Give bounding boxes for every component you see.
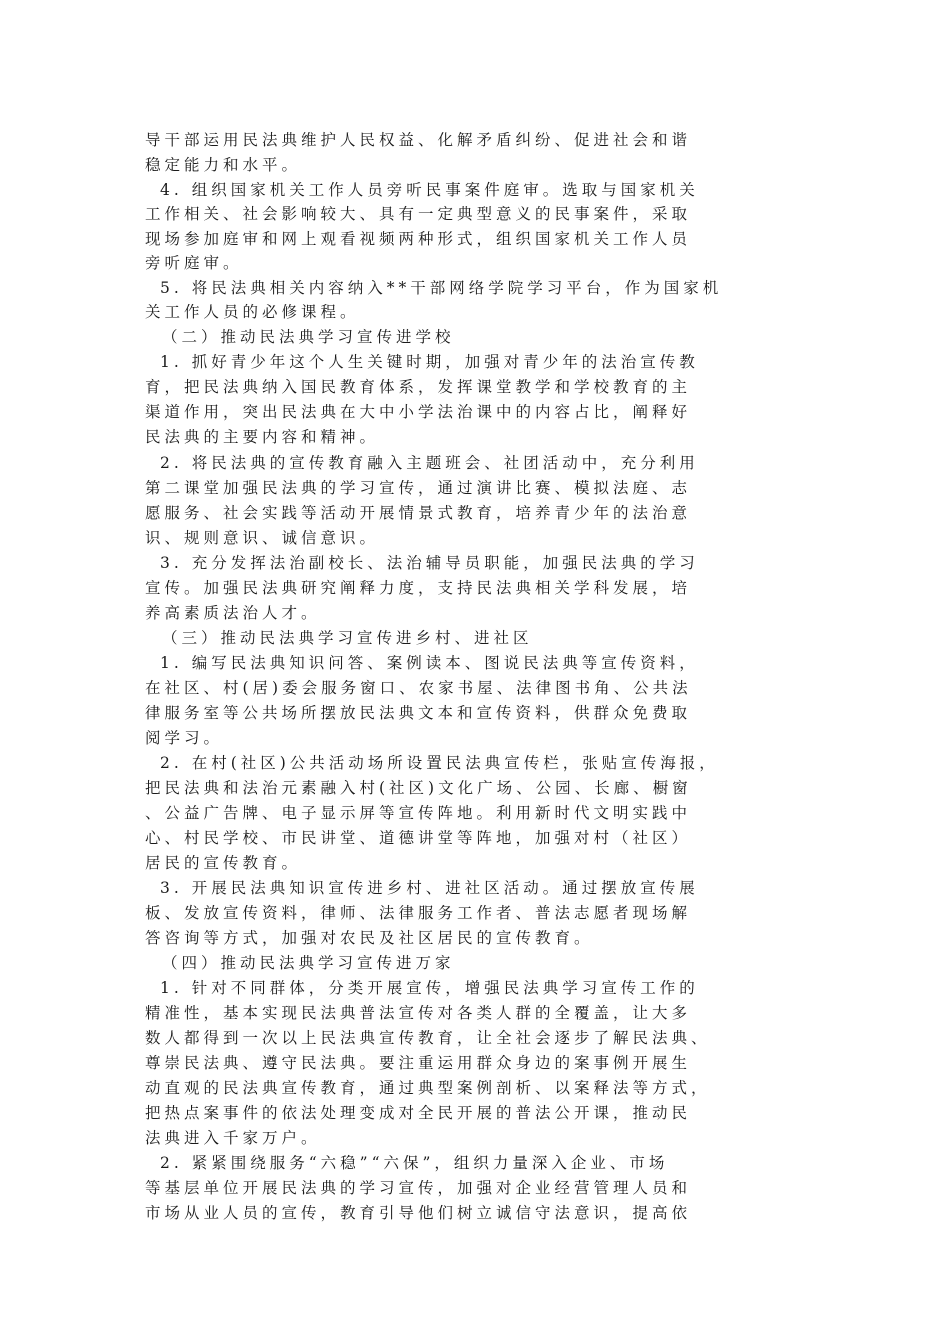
text-line: 1. 抓好青少年这个人生关键时期，加强对青少年的法治宣传教: [160, 353, 699, 371]
text-line: 导干部运用民法典维护人民权益、化解矛盾纠纷、促进社会和谐: [145, 131, 692, 149]
section-heading: （四）推动民法典学习宣传进万家: [162, 954, 455, 972]
text-line: 等基层单位开展民法典的学习宣传，加强对企业经营管理人员和: [145, 1179, 692, 1197]
text-line: 旁听庭审。: [145, 254, 243, 272]
text-line: 2. 紧紧围绕服务“六稳”“六保”，组织力量深入企业、市场: [160, 1154, 669, 1172]
text-line: 数人都得到一次以上民法典宣传教育，让全社会逐步了解民法典、: [145, 1029, 711, 1047]
text-line: 2. 将民法典的宣传教育融入主题班会、社团活动中，充分利用: [160, 454, 699, 472]
text-line: 育，把民法典纳入国民教育体系，发挥课堂教学和学校教育的主: [145, 378, 692, 396]
text-line: 板、发放宣传资料，律师、法律服务工作者、普法志愿者现场解: [145, 904, 692, 922]
text-line: 第二课堂加强民法典的学习宣传，通过演讲比赛、模拟法庭、志: [145, 479, 692, 497]
text-line: 5. 将民法典相关内容纳入**干部网络学院学习平台，作为国家机: [160, 279, 723, 297]
text-line: 养高素质法治人才。: [145, 604, 321, 622]
section-heading: （二）推动民法典学习宣传进学校: [162, 328, 455, 346]
text-line: 居民的宣传教育。: [145, 854, 302, 872]
text-line: 2. 在村(社区)公共活动场所设置民法典宣传栏，张贴宣传海报，: [160, 754, 719, 772]
text-line: 1. 针对不同群体，分类开展宣传，增强民法典学习宣传工作的: [160, 979, 699, 997]
text-line: 尊崇民法典、遵守民法典。要注重运用群众身边的案事例开展生: [145, 1054, 692, 1072]
text-line: 精准性，基本实现民法典普法宣传对各类人群的全覆盖，让大多: [145, 1004, 692, 1022]
text-line: 1. 编写民法典知识问答、案例读本、图说民法典等宣传资料，: [160, 654, 699, 672]
text-line: 动直观的民法典宣传教育，通过典型案例剖析、以案释法等方式，: [145, 1079, 711, 1097]
text-line: 律服务室等公共场所摆放民法典文本和宣传资料，供群众免费取: [145, 704, 692, 722]
section-heading: （三）推动民法典学习宣传进乡村、进社区: [162, 629, 533, 647]
text-line: 现场参加庭审和网上观看视频两种形式，组织国家机关工作人员: [145, 230, 692, 248]
text-line: 愿服务、社会实践等活动开展情景式教育，培养青少年的法治意: [145, 504, 692, 522]
text-line: 民法典的主要内容和精神。: [145, 428, 380, 446]
text-line: 4. 组织国家机关工作人员旁听民事案件庭审。选取与国家机关: [160, 181, 699, 199]
text-line: 、公益广告牌、电子显示屏等宣传阵地。利用新时代文明实践中: [145, 804, 692, 822]
text-line: 法典进入千家万户。: [145, 1129, 321, 1147]
text-line: 答咨询等方式，加强对农民及社区居民的宣传教育。: [145, 929, 594, 947]
text-line: 3. 开展民法典知识宣传进乡村、进社区活动。通过摆放宣传展: [160, 879, 699, 897]
text-line: 把民法典和法治元素融入村(社区)文化广场、公园、长廊、橱窗: [145, 779, 692, 797]
text-line: 在社区、村(居)委会服务窗口、农家书屋、法律图书角、公共法: [145, 679, 692, 697]
text-line: 心、村民学校、市民讲堂、道德讲堂等阵地，加强对村（社区）: [145, 829, 692, 847]
text-line: 阅学习。: [145, 729, 224, 747]
text-line: 3. 充分发挥法治副校长、法治辅导员职能，加强民法典的学习: [160, 554, 699, 572]
text-line: 识、规则意识、诚信意识。: [145, 529, 380, 547]
text-line: 渠道作用，突出民法典在大中小学法治课中的内容占比，阐释好: [145, 403, 692, 421]
text-line: 宣传。加强民法典研究阐释力度，支持民法典相关学科发展，培: [145, 579, 692, 597]
text-line: 工作相关、社会影响较大、具有一定典型意义的民事案件，采取: [145, 205, 692, 223]
text-line: 把热点案事件的依法处理变成对全民开展的普法公开课，推动民: [145, 1104, 692, 1122]
text-line: 稳定能力和水平。: [145, 156, 302, 174]
text-line: 市场从业人员的宣传，教育引导他们树立诚信守法意识，提高依: [145, 1204, 692, 1222]
text-line: 关工作人员的必修课程。: [145, 303, 360, 321]
